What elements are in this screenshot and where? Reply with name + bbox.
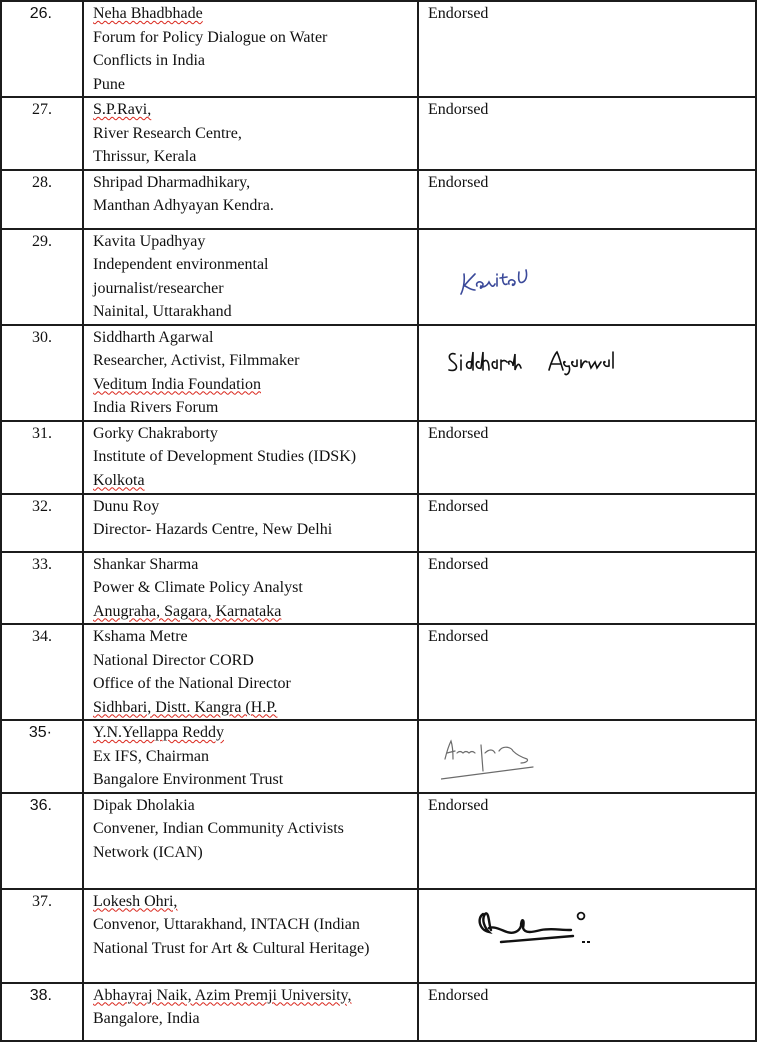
row-number: 32. xyxy=(32,497,52,515)
table-row xyxy=(1,170,756,229)
endorser-name: Kavita Upadhyay xyxy=(93,232,206,250)
endorser-details xyxy=(83,889,418,983)
signature-image xyxy=(475,902,605,952)
endorsement-status: Endorsed xyxy=(428,628,489,645)
row-number: 27. xyxy=(32,101,52,118)
row-number: 26. xyxy=(29,5,52,22)
endorsement-status: Endorsed xyxy=(428,555,489,573)
endorser-name: Abhayraj Naik, Azim Premji University, xyxy=(93,986,352,1004)
row-number: 38. xyxy=(29,986,52,1004)
endorser-affiliation: Conflicts in India xyxy=(93,52,205,69)
row-number: 33. xyxy=(32,555,52,573)
table-row xyxy=(1,229,756,325)
table-row xyxy=(1,624,756,720)
endorser-organization: India Rivers Forum xyxy=(93,399,219,416)
signature-image xyxy=(445,346,645,380)
endorser-location: Thrissur, Kerala xyxy=(93,148,197,165)
endorser-name: Shripad Dharmadhikary, xyxy=(93,173,251,191)
row-number: 31. xyxy=(32,424,52,442)
signature-image xyxy=(441,731,561,781)
endorsement-status: Endorsed xyxy=(428,5,489,22)
row-number: 30. xyxy=(32,328,52,346)
endorser-details xyxy=(83,325,418,421)
endorser-location: Kolkota xyxy=(93,471,145,489)
table-row xyxy=(1,793,756,889)
endorser-affiliation: Power & Climate Policy Analyst xyxy=(93,579,303,596)
endorser-details xyxy=(83,983,418,1041)
endorser-details xyxy=(83,1,418,97)
endorser-name: Neha Bhadbhade xyxy=(93,5,203,22)
endorser-location: Bangalore, India xyxy=(93,1010,200,1027)
endorser-affiliation: Convener, Indian Community Activists xyxy=(93,820,344,837)
table-row xyxy=(1,494,756,552)
row-number: 34. xyxy=(32,628,52,645)
row-number: 35· xyxy=(28,724,52,741)
endorser-details xyxy=(83,170,418,229)
endorser-name: Lokesh Ohri, xyxy=(93,892,178,910)
table-row xyxy=(1,889,756,983)
endorser-affiliation: Office of the National Director xyxy=(93,675,291,692)
endorser-organization: Veditum India Foundation xyxy=(93,375,261,393)
table-row xyxy=(1,325,756,421)
endorser-affiliation: River Research Centre, xyxy=(93,124,242,142)
endorser-organization: Bangalore Environment Trust xyxy=(93,771,284,788)
endorser-location: Anugraha, Sagara, Karnataka xyxy=(93,602,282,620)
endorser-name: Siddharth Agarwal xyxy=(93,328,214,346)
row-number: 28. xyxy=(32,173,52,191)
table-row xyxy=(1,1,756,97)
table-row xyxy=(1,97,756,170)
endorsement-status: Endorsed xyxy=(428,986,489,1004)
endorser-name: Kshama Metre xyxy=(93,628,188,645)
endorser-location: Pune xyxy=(93,75,125,93)
endorser-location: Sidhbari, Distt. Kangra (H.P. xyxy=(93,698,278,716)
endorser-details xyxy=(83,229,418,325)
table-row xyxy=(1,720,756,793)
endorser-affiliation: Network (ICAN) xyxy=(93,843,203,861)
endorser-name: S.P.Ravi, xyxy=(93,101,152,118)
endorser-affiliation: Researcher, Activist, Filmmaker xyxy=(93,352,300,369)
endorser-location: Nainital, Uttarakhand xyxy=(93,303,232,320)
endorser-name: Shankar Sharma xyxy=(93,555,199,573)
endorser-name: Dunu Roy xyxy=(93,497,160,515)
row-number: 37. xyxy=(32,892,52,910)
row-number: 36. xyxy=(29,796,52,814)
endorser-affiliation: Convenor, Uttarakhand, INTACH (Indian xyxy=(93,916,360,933)
endorser-details xyxy=(83,494,418,552)
endorser-affiliation: journalist/researcher xyxy=(93,279,224,297)
endorser-name: Gorky Chakraborty xyxy=(93,424,218,442)
signature-image xyxy=(455,264,545,300)
endorser-affiliation: National Trust for Art & Cultural Heritage) xyxy=(93,939,370,957)
endorser-details xyxy=(83,97,418,170)
endorser-details xyxy=(83,421,418,494)
endorser-name: Dipak Dholakia xyxy=(93,796,195,814)
endorsement-status: Endorsed xyxy=(428,497,489,515)
row-number: 29. xyxy=(32,232,52,250)
endorser-name: Y.N.Yellappa Reddy xyxy=(93,724,224,741)
endorsement-status: Endorsed xyxy=(428,101,489,118)
endorser-affiliation: Ex IFS, Chairman xyxy=(93,747,209,765)
table-row xyxy=(1,983,756,1041)
endorser-details xyxy=(83,720,418,793)
endorsement-status: Endorsed xyxy=(428,796,489,814)
endorser-affiliation: Director- Hazards Centre, New Delhi xyxy=(93,521,333,538)
endorser-details xyxy=(83,624,418,720)
endorser-details xyxy=(83,793,418,889)
endorser-affiliation: Independent environmental xyxy=(93,256,269,273)
endorser-details xyxy=(83,552,418,625)
endorser-affiliation: Institute of Development Studies (IDSK) xyxy=(93,448,357,465)
endorser-affiliation: National Director CORD xyxy=(93,651,254,669)
table-row xyxy=(1,552,756,625)
table-row xyxy=(1,421,756,494)
endorser-affiliation: Manthan Adhyayan Kendra. xyxy=(93,197,274,214)
endorser-affiliation: Forum for Policy Dialogue on Water xyxy=(93,28,328,46)
endorsement-status: Endorsed xyxy=(428,173,489,191)
endorsement-status: Endorsed xyxy=(428,424,489,442)
